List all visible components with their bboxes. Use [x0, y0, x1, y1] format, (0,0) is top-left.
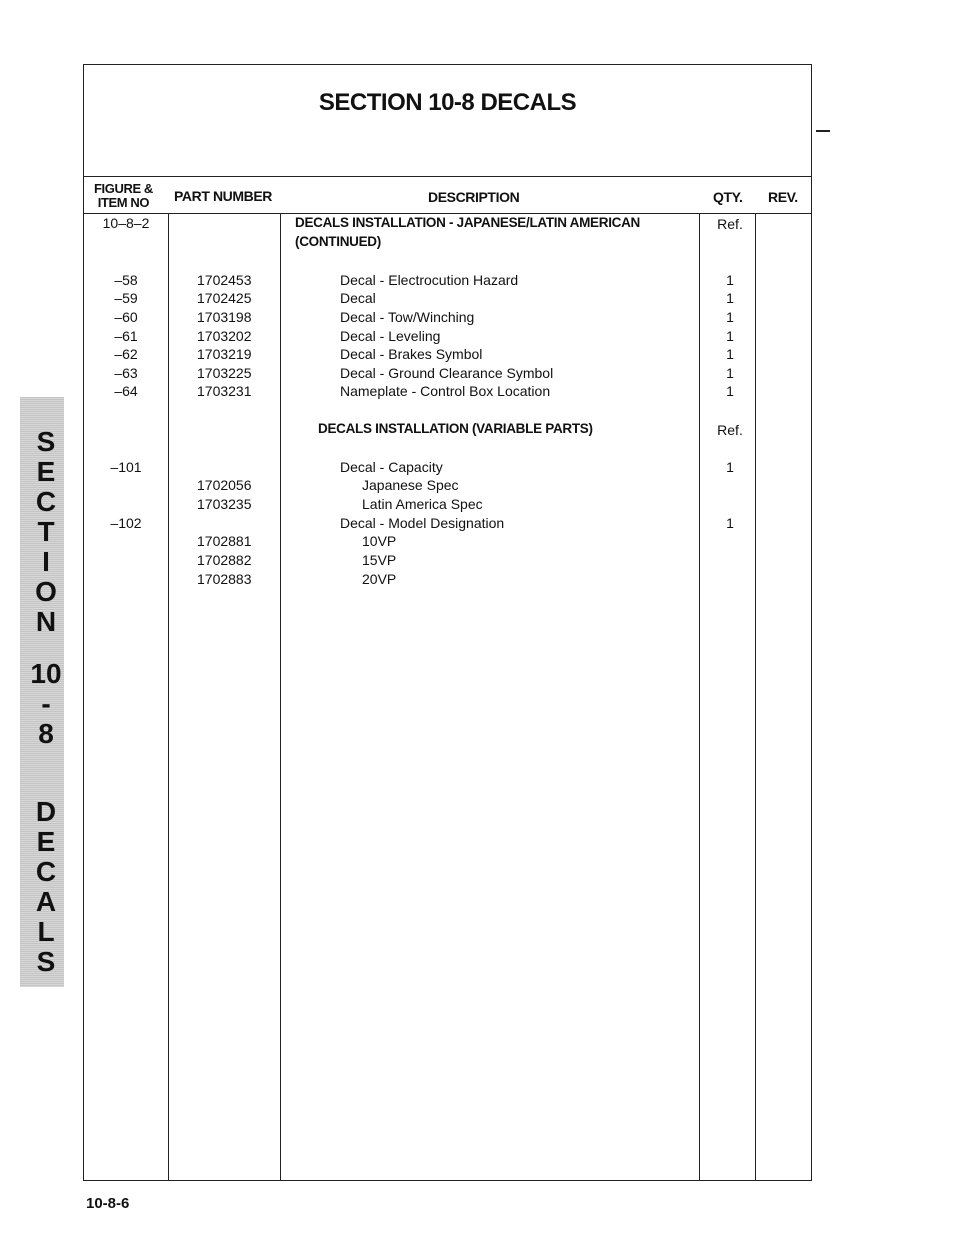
side-letter: O	[35, 576, 57, 607]
part-number: 1703198	[197, 309, 252, 325]
side-letter: T	[37, 516, 55, 547]
column-header-figure-line1: FIGURE &	[94, 181, 153, 196]
side-letter: L	[37, 916, 55, 947]
description: 15VP	[362, 552, 397, 568]
item-number: –58	[114, 272, 138, 288]
item-number: –59	[114, 290, 138, 306]
column-header-rev: REV.	[768, 189, 798, 205]
item-number: –63	[114, 365, 138, 381]
side-spacer	[20, 749, 72, 797]
quantity: 1	[726, 328, 734, 344]
column-header-part-number: PART NUMBER	[174, 188, 273, 204]
item-number: –62	[114, 346, 138, 362]
part-number: 1702881	[197, 533, 252, 549]
column-divider	[168, 213, 169, 1180]
side-letter: E	[36, 826, 56, 857]
section-qty: Ref.	[717, 422, 743, 438]
side-tab-letters	[20, 427, 72, 977]
description: Decal - Tow/Winching	[340, 309, 475, 325]
item-number: –101	[110, 459, 142, 475]
side-letter: A	[35, 886, 57, 917]
side-letter: -	[41, 688, 51, 719]
side-letter: S	[36, 946, 56, 977]
section-heading: DECALS INSTALLATION - JAPANESE/LATIN AMERICAN	[295, 215, 640, 230]
part-number: 1702883	[197, 571, 252, 587]
side-letter: C	[35, 486, 57, 517]
section-qty: Ref.	[717, 216, 743, 232]
quantity: 1	[726, 459, 734, 475]
quantity: 1	[726, 346, 734, 362]
part-number: 1702882	[197, 552, 252, 568]
description: 10VP	[362, 533, 397, 549]
edge-tick	[816, 130, 830, 132]
side-letter: S	[36, 426, 56, 457]
part-number: 1703235	[197, 496, 252, 512]
quantity: 1	[726, 309, 734, 325]
item-number: –61	[114, 328, 138, 344]
side-spacer	[20, 637, 72, 659]
part-number: 1702425	[197, 290, 252, 306]
item-number: –64	[114, 383, 138, 399]
page-number: 10-8-6	[86, 1195, 130, 1212]
side-letter: D	[35, 796, 57, 827]
description: Decal	[340, 290, 376, 306]
item-number: –102	[110, 515, 142, 531]
description: 20VP	[362, 571, 397, 587]
part-number: 1703202	[197, 328, 252, 344]
description: Decal - Ground Clearance Symbol	[340, 365, 554, 381]
section-heading-continued: (CONTINUED)	[295, 234, 381, 249]
side-letter: C	[35, 856, 57, 887]
quantity: 1	[726, 515, 734, 531]
item-number: –60	[114, 309, 138, 325]
part-number: 1702453	[197, 272, 252, 288]
column-header-qty: QTY.	[713, 189, 743, 205]
quantity: 1	[726, 365, 734, 381]
side-letter: E	[36, 456, 56, 487]
column-header-description: DESCRIPTION	[428, 189, 520, 205]
description: Decal - Model Designation	[340, 515, 505, 531]
header-divider	[84, 176, 811, 177]
side-letter: I	[42, 546, 50, 577]
side-letter: N	[35, 606, 57, 637]
part-number: 1703231	[197, 383, 252, 399]
description: Nameplate - Control Box Location	[340, 383, 551, 399]
description: Decal - Electrocution Hazard	[340, 272, 519, 288]
figure-number: 10–8–2	[102, 215, 150, 231]
description: Decal - Capacity	[340, 459, 443, 475]
part-number: 1703219	[197, 346, 252, 362]
part-number: 1703225	[197, 365, 252, 381]
quantity: 1	[726, 272, 734, 288]
column-divider	[280, 213, 281, 1180]
side-letter: 8	[38, 718, 54, 749]
parts-list-frame	[83, 64, 812, 1181]
page-title: SECTION 10-8 DECALS	[318, 89, 577, 116]
description: Decal - Brakes Symbol	[340, 346, 483, 362]
part-number: 1702056	[197, 477, 252, 493]
column-header-figure-line2: ITEM NO	[97, 195, 150, 210]
column-header-figure	[94, 182, 153, 210]
description: Decal - Leveling	[340, 328, 441, 344]
side-letter: 10	[30, 658, 62, 689]
quantity: 1	[726, 290, 734, 306]
quantity: 1	[726, 383, 734, 399]
section-heading: DECALS INSTALLATION (VARIABLE PARTS)	[318, 421, 593, 436]
description: Latin America Spec	[362, 496, 483, 512]
description: Japanese Spec	[362, 477, 459, 493]
